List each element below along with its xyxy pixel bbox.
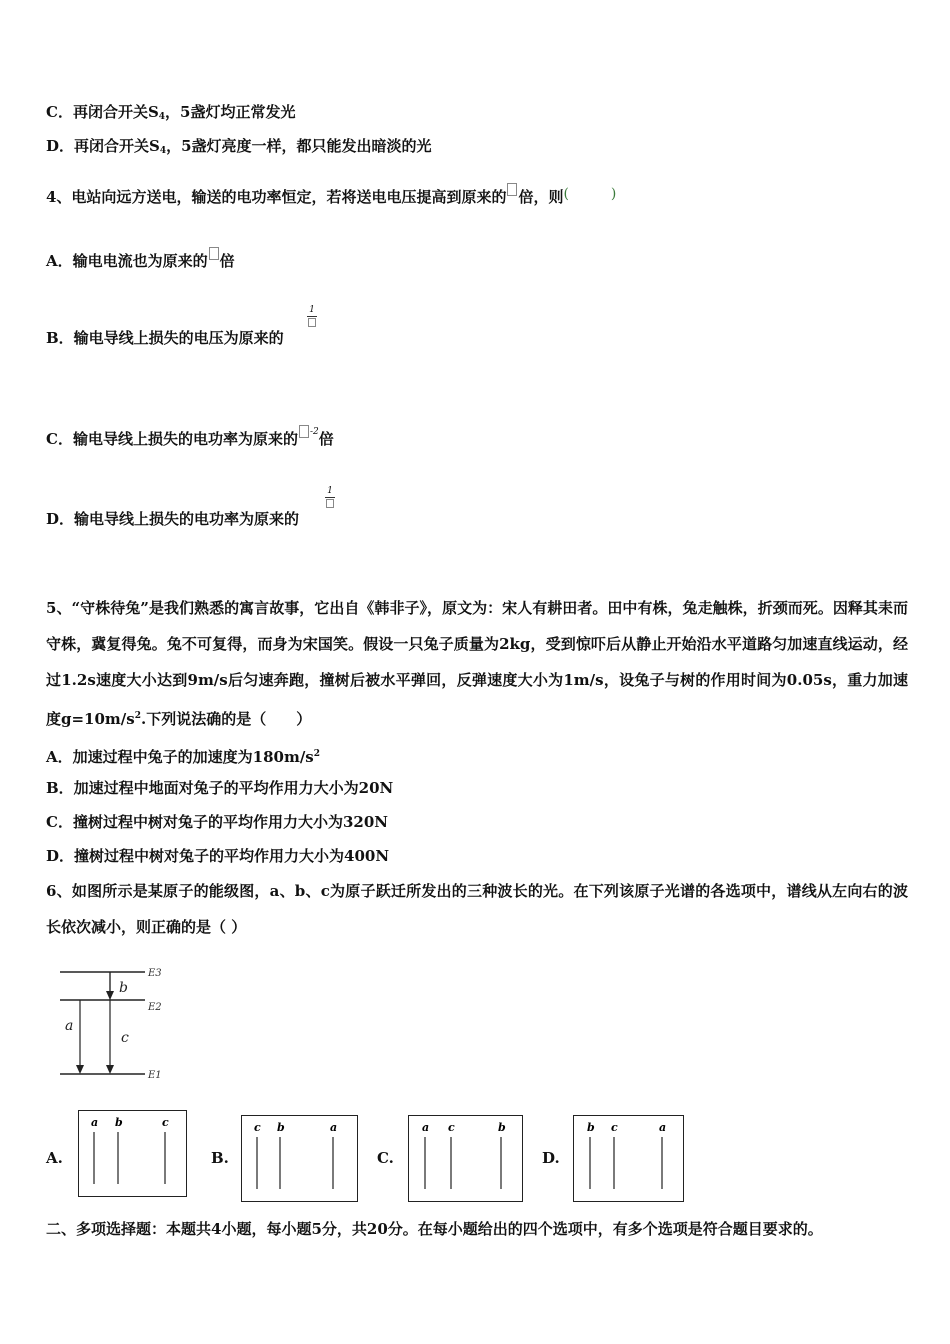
q4-stem: 4、电站向远方送电，输送的电功率恒定，若将送电电压提高到原来的 倍，则( ) <box>46 183 616 207</box>
q5-option-a: A．加速过程中兔子的加速度为$180m/s^2$ <box>46 748 321 766</box>
spec-c-label-1: a <box>422 1121 430 1134</box>
q4-option-a: A．输电电流也为原来的 倍 <box>46 247 235 271</box>
spec-a-label-1: a <box>91 1116 99 1129</box>
spec-b-label-2: b <box>277 1121 285 1134</box>
spec-d-label-1: b <box>587 1121 595 1134</box>
energy-level-diagram <box>55 962 175 1082</box>
q6-stem: 6、如图所示是某原子的能级图，a、b、c为原子跃迁所发出的三种波长的光。在下列该原子光谱的各选项中，谱线从左向右的波长依次减小，则正确的是（ ） <box>46 882 908 936</box>
spec-c-label-2: c <box>448 1121 455 1134</box>
formula-placeholder <box>209 247 219 260</box>
formula-placeholder <box>299 425 309 438</box>
spec-d-label-3: a <box>659 1121 667 1134</box>
q3-option-c: C．再闭合开关$S_4$，5盏灯均正常发光 <box>46 103 296 122</box>
formula-placeholder <box>507 183 517 196</box>
option-b-label: B. <box>211 1149 229 1167</box>
spectrum-option-b <box>241 1115 359 1203</box>
arrowhead-a <box>76 1065 84 1074</box>
q5-stem: 5、“守株待兔”是我们熟悉的寓言故事，它出自《韩非子》，原文为：宋人有耕田者。田中有株，兔走触株，折颈而死。因释其耒而守株，冀复得兔。兔不可复得，而身为宋国笑。假设一只兔子质量为2kg，受到惊吓后从静止开始沿水平道路匀加速直线运动，经过1.2s速度大小达到9m/s后匀速奔跑，撞树后被水平弹回，反弹速度大小为1m/s，设兔子与树的作用时间为0.05s，重力加速度$g=10m/s^2$.下列说法确的是（ ） <box>46 599 908 728</box>
spec-c-label-3: b <box>498 1121 506 1134</box>
label-a: a <box>65 1018 74 1034</box>
option-a-label: A. <box>46 1149 63 1167</box>
option-c-label: C. <box>377 1149 394 1167</box>
q4-option-d: D．输电导线上损失的电功率为原来的 <box>46 510 300 528</box>
q4-option-b: B．输电导线上损失的电压为原来的 <box>46 329 284 347</box>
spec-b-label-1: c <box>254 1121 261 1134</box>
q3-option-d: D．再闭合开关$S_4$，5盏灯亮度一样，都只能发出暗淡的光 <box>46 137 432 156</box>
option-d-label: D. <box>542 1149 560 1167</box>
q5-option-c: C．撞树过程中树对兔子的平均作用力大小为320N <box>46 813 388 831</box>
fraction-d: 1 <box>325 486 335 508</box>
spec-b-label-3: a <box>330 1121 338 1134</box>
label-c: c <box>121 1030 129 1046</box>
spec-d-label-2: c <box>611 1121 618 1134</box>
spec-a-label-3: c <box>162 1116 169 1129</box>
section-2-heading: 二、多项选择题：本题共4小题，每小题5分，共20分。在每小题给出的四个选项中，有多个选项是符合题目要求的。 <box>46 1220 823 1238</box>
label-b: b <box>119 980 128 996</box>
spectrum-option-c <box>408 1115 524 1203</box>
arrowhead-c <box>106 1065 114 1074</box>
answer-paren: ( ) <box>563 186 617 202</box>
q5-option-d: D．撞树过程中树对兔子的平均作用力大小为400N <box>46 847 390 865</box>
q5-option-b: B．加速过程中地面对兔子的平均作用力大小为20N <box>46 779 394 797</box>
spectrum-option-a <box>78 1110 188 1198</box>
level-label-e3: E3 <box>148 968 162 979</box>
spectrum-option-d <box>573 1115 685 1203</box>
fraction-b: 1 <box>307 305 317 327</box>
level-label-e2: E2 <box>148 1002 162 1013</box>
level-label-e1: E1 <box>148 1070 162 1081</box>
q4-option-c: C．输电导线上损失的电功率为原来的 $^{-2}$倍 <box>46 427 334 448</box>
spec-a-label-2: b <box>115 1116 123 1129</box>
